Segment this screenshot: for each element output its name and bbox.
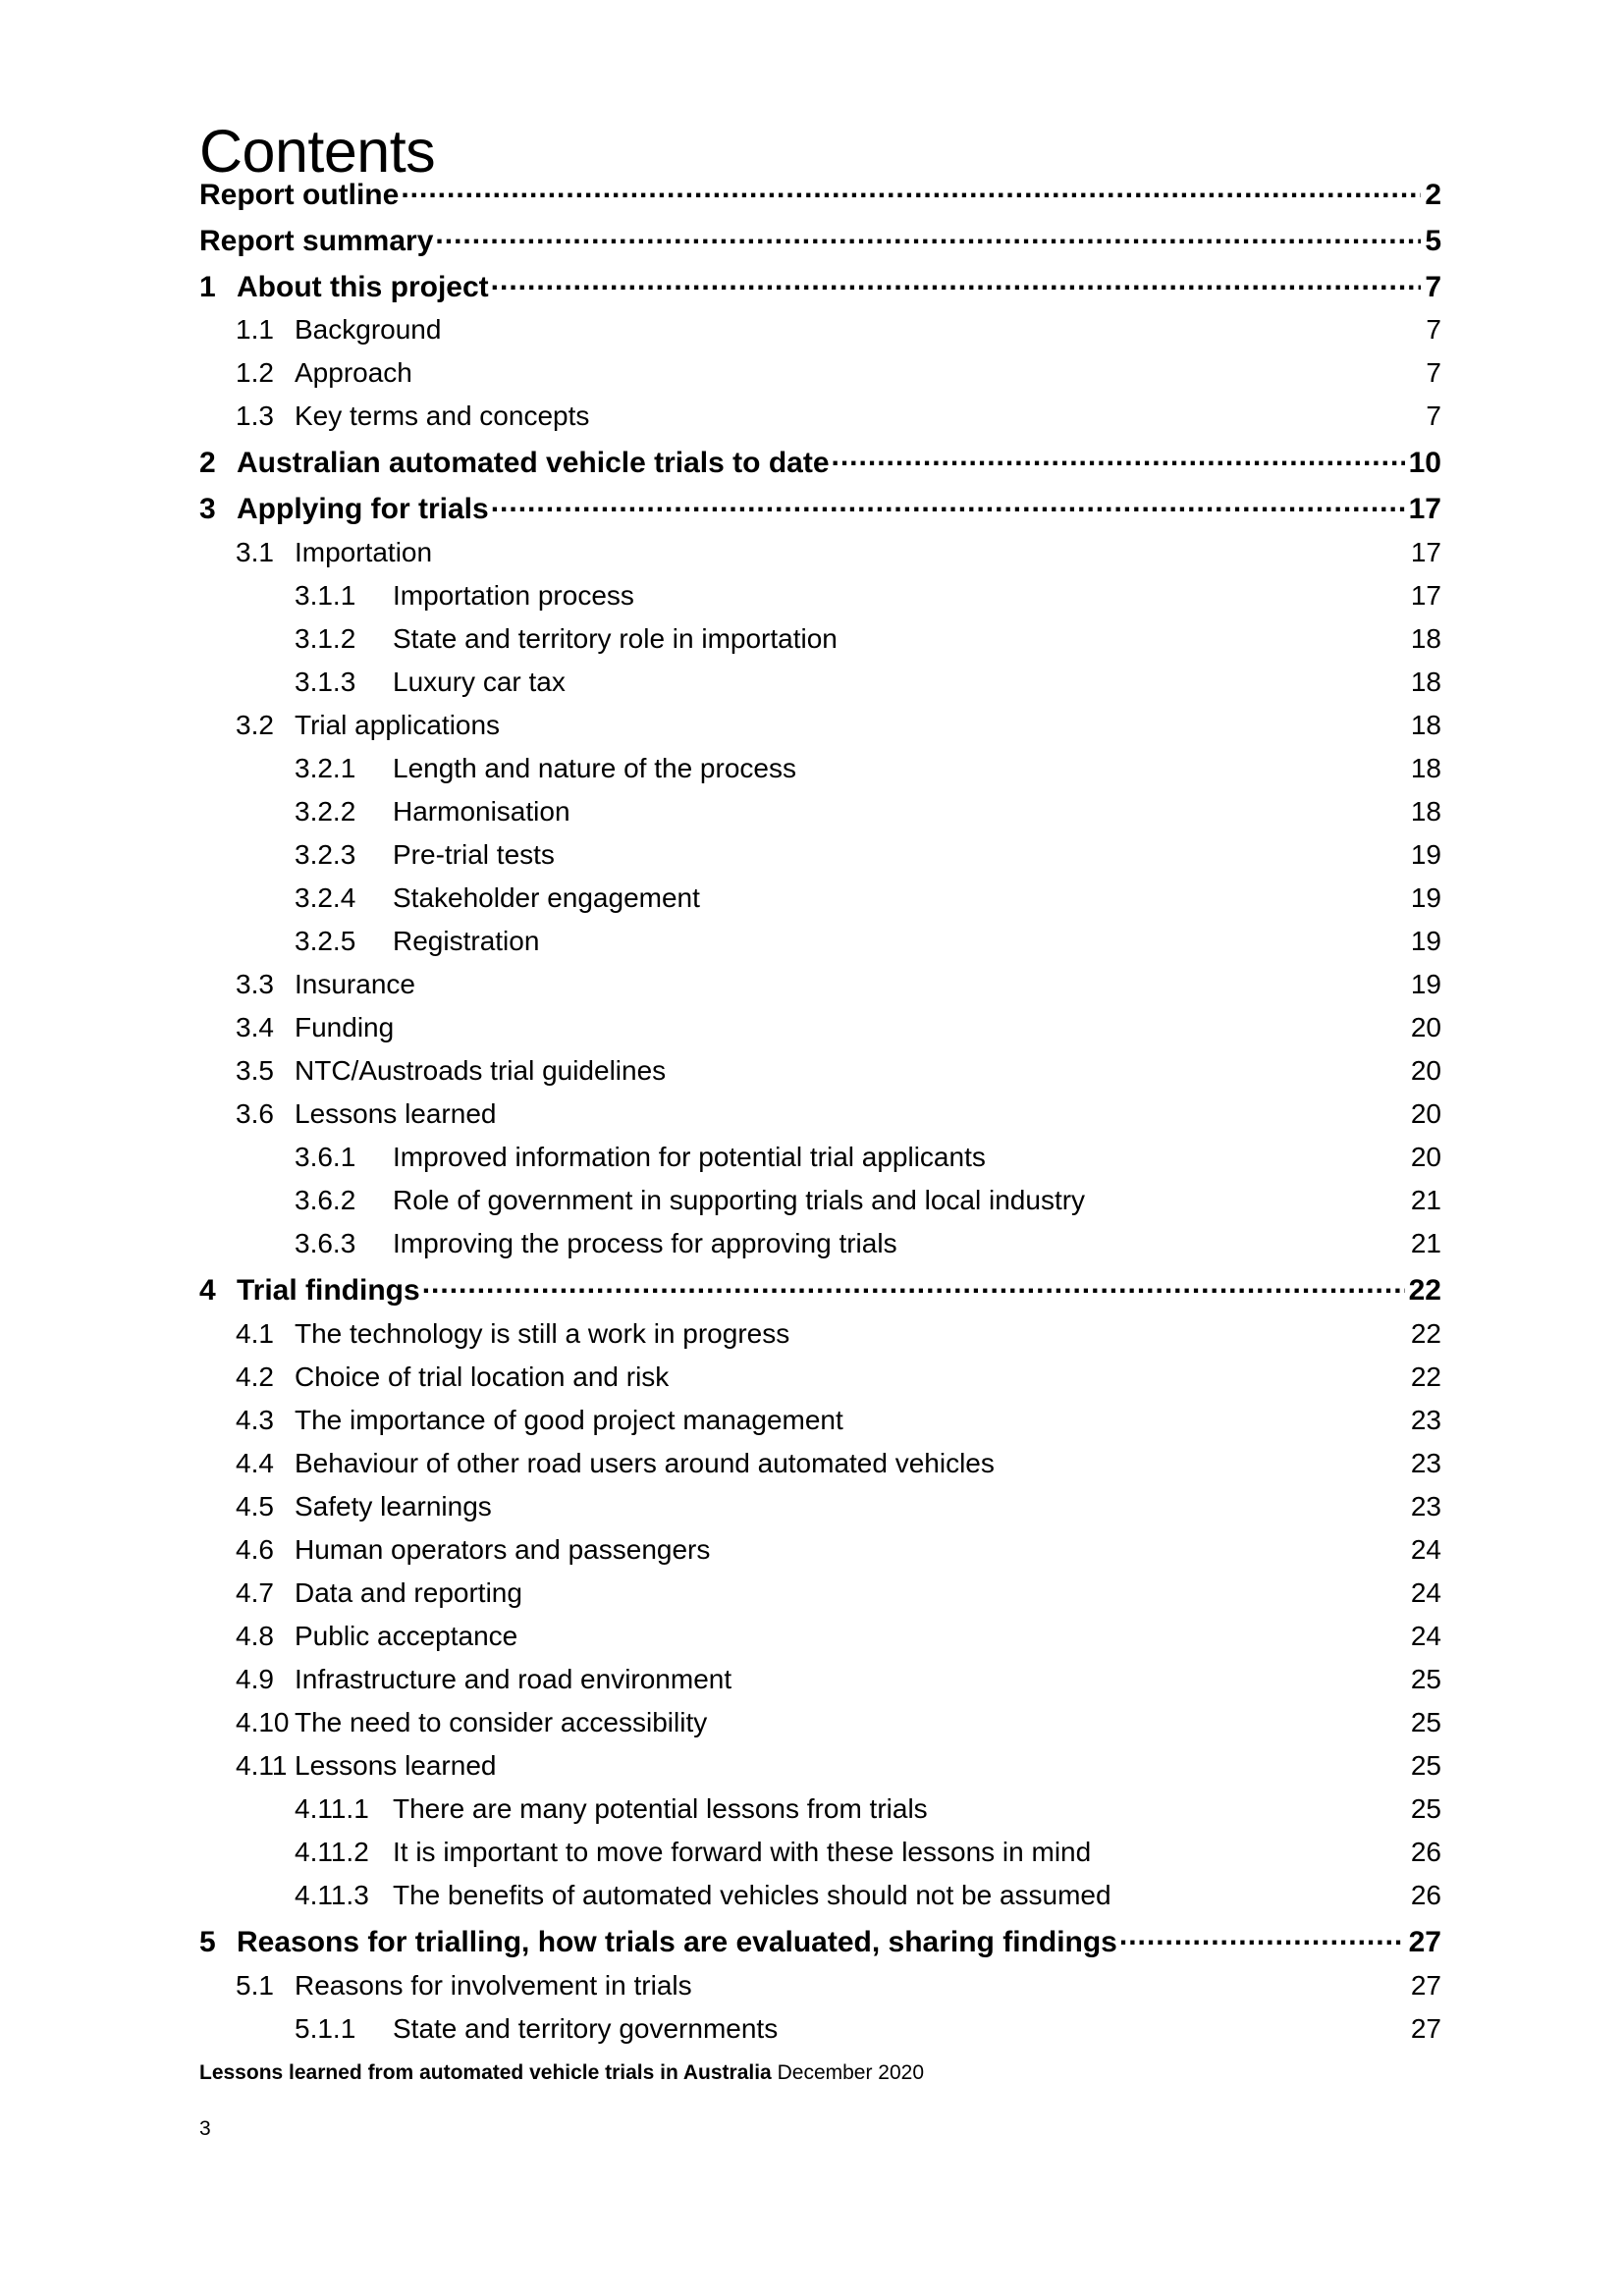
tab-leader [568,664,1407,691]
tab-leader [557,836,1407,864]
tab-leader [519,1618,1407,1645]
toc-entry-4-6-human-operators-and-passengers[interactable] [236,1530,1441,1570]
toc-entry-title: Trial findings [237,1274,420,1307]
tab-leader [694,1967,1407,1995]
toc-entry-number: 5.1 [236,1970,274,2001]
toc-entry-title: Reasons for trialling, how trials are evaluated, sharing findings [237,1926,1117,1958]
toc-entry-page-number: 25 [1410,1664,1441,1694]
toc-entry-title: Report summary [199,225,434,257]
toc-entry-number: 4.10 [236,1707,290,1737]
toc-entry-number: 3.2 [236,710,274,740]
toc-entry-page-number: 17 [1410,537,1441,567]
toc-entry-page-number: 19 [1410,839,1441,870]
tab-leader [443,311,1422,339]
toc-entry-number: 4.7 [236,1577,274,1608]
tab-leader [417,966,1407,993]
tab-leader [572,793,1407,821]
tab-leader [494,1488,1407,1516]
dot-leader [491,267,1422,296]
toc-entry-page-number: 27 [1410,1970,1441,2001]
dot-leader [401,175,1421,204]
toc-entry-title: Australian automated vehicle trials to date [237,447,830,479]
toc-entry-page-number: 26 [1410,1837,1441,1867]
toc-entry-title: Safety learnings [295,1491,492,1522]
toc-entry-page-number: 27 [1408,1926,1441,1958]
toc-entry-page-number: 23 [1410,1448,1441,1478]
toc-entry-3-6-1-improved-information-for-potential-trial-applicants[interactable] [295,1138,1441,1177]
tab-leader [524,1575,1407,1602]
toc-entry-page-number: 20 [1410,1055,1441,1086]
toc-entry-title: Choice of trial location and risk [295,1362,670,1392]
toc-entry-title: Improving the process for approving trials [393,1228,897,1258]
toc-entry-page-number: 19 [1410,969,1441,999]
tab-leader [988,1139,1407,1166]
tab-leader [791,1315,1407,1343]
toc-entry-report-outline[interactable] [199,175,1441,214]
toc-entry-4-11-lessons-learned[interactable] [236,1746,1441,1786]
toc-entry-number: 4 [199,1274,216,1307]
toc-entry-number: 3.5 [236,1055,274,1086]
toc-entry-page-number: 24 [1410,1577,1441,1608]
toc-entry-title: Funding [295,1012,395,1042]
tab-leader [997,1445,1407,1472]
toc-entry-page-number: 24 [1410,1621,1441,1651]
toc-entry-title: Improved information for potential trial applicants [393,1142,986,1172]
toc-entry-number: 4.8 [236,1621,274,1651]
toc-entry-page-number: 23 [1410,1491,1441,1522]
toc-entry-1-2-approach[interactable] [236,353,1441,393]
toc-entry-title: The benefits of automated vehicles should not be assumed [393,1880,1111,1910]
toc-entry-page-number: 22 [1410,1318,1441,1349]
toc-entry-3-3-insurance[interactable] [236,965,1441,1004]
toc-entry-3-4-funding[interactable] [236,1008,1441,1047]
toc-entry-3-2-trial-applications[interactable] [236,706,1441,745]
toc-entry-page-number: 7 [1426,400,1441,431]
tab-leader [1087,1182,1407,1209]
toc-entry-number: 4.11.3 [295,1880,369,1910]
toc-entry-title: The importance of good project management [295,1405,843,1435]
toc-entry-page-number: 20 [1410,1012,1441,1042]
toc-entry-title: Importation [295,537,433,567]
toc-entry-title: There are many potential lessons from trials [393,1793,928,1824]
toc-entry-5-1-reasons-for-involvement-in-trials[interactable] [236,1966,1441,2005]
tab-leader [1113,1877,1407,1904]
toc-entry-page-number: 20 [1410,1098,1441,1129]
toc-entry-number: 1.2 [236,357,274,388]
toc-entry-page-number: 7 [1426,357,1441,388]
toc-entry-number: 1 [199,271,216,303]
toc-entry-page-number: 20 [1410,1142,1441,1172]
tab-leader [498,1095,1406,1123]
tab-leader [930,1790,1407,1818]
tab-leader [414,354,1423,382]
toc-entry-number: 3.6.2 [295,1185,356,1215]
toc-entry-page-number: 7 [1425,271,1441,303]
toc-entry-title: Stakeholder engagement [393,882,700,913]
tab-leader [709,1704,1407,1732]
toc-entry-title: Lessons learned [295,1098,497,1129]
toc-entry-3-1-3-luxury-car-tax[interactable] [295,663,1441,702]
toc-entry-page-number: 17 [1408,493,1441,525]
tab-leader [899,1225,1407,1253]
toc-entry-3-5-ntc-austroads-trial-guidelines[interactable] [236,1051,1441,1091]
toc-entry-title: Trial applications [295,710,501,740]
toc-entry-3-applying-for-trials[interactable] [199,489,1441,528]
dot-leader [1119,1922,1405,1951]
toc-entry-number: 4.3 [236,1405,274,1435]
tab-leader [498,1747,1406,1775]
toc-entry-number: 2 [199,447,216,479]
tab-leader [541,923,1406,950]
toc-entry-title: Key terms and concepts [295,400,590,431]
toc-entry-page-number: 21 [1410,1228,1441,1258]
toc-entry-5-reasons-for-trialling-how-trials-are-evaluated-sharing-findings[interactable] [199,1922,1441,1961]
toc-entry-number: 3.1 [236,537,274,567]
toc-entry-title: Public acceptance [295,1621,518,1651]
page-number: 3 [199,2117,211,2140]
toc-entry-3-1-1-importation-process[interactable] [295,576,1441,615]
tab-leader [671,1359,1407,1386]
toc-entry-number: 3.1.1 [295,580,356,611]
toc-entry-number: 4.6 [236,1534,274,1565]
toc-entry-1-1-background[interactable] [236,310,1441,349]
toc-entry-3-2-5-registration[interactable] [295,922,1441,961]
toc-entry-page-number: 22 [1408,1274,1441,1307]
toc-entry-number: 3.2.4 [295,882,356,913]
toc-entry-number: 4.11.1 [295,1793,369,1824]
toc-entry-number: 3.2.5 [295,926,356,956]
toc-entry-title: Human operators and passengers [295,1534,711,1565]
toc-entry-title: Luxury car tax [393,667,566,697]
toc-entry-page-number: 22 [1410,1362,1441,1392]
toc-entry-3-2-3-pre-trial-tests[interactable] [295,835,1441,875]
tab-leader [1093,1834,1407,1861]
toc-entry-page-number: 2 [1425,179,1441,211]
toc-entry-5-1-1-state-and-territory-governments[interactable] [295,2009,1441,2049]
toc-entry-4-1-the-technology-is-still-a-work-in-progress[interactable] [236,1314,1441,1354]
toc-entry-number: 4.11.2 [295,1837,369,1867]
toc-entry-3-2-4-stakeholder-engagement[interactable] [295,879,1441,918]
toc-entry-title: Pre-trial tests [393,839,555,870]
toc-entry-number: 1.3 [236,400,274,431]
toc-entry-number: 3.6.1 [295,1142,356,1172]
toc-entry-3-6-2-role-of-government-in-supporting-trials-and-local-industry[interactable] [295,1181,1441,1220]
toc-entry-title: NTC/Austroads trial guidelines [295,1055,667,1086]
toc-entry-page-number: 23 [1410,1405,1441,1435]
tab-leader [845,1402,1407,1429]
toc-entry-page-number: 25 [1410,1793,1441,1824]
tab-leader [668,1052,1407,1080]
toc-entry-1-3-key-terms-and-concepts[interactable] [236,397,1441,436]
tab-leader [636,577,1407,605]
toc-entry-4-11-3-the-benefits-of-automated-vehicles-should-not-be-assumed[interactable] [295,1876,1441,1915]
toc-entry-4-2-choice-of-trial-location-and-risk[interactable] [236,1358,1441,1397]
toc-entry-number: 3.2.2 [295,796,356,827]
toc-entry-page-number: 18 [1410,796,1441,827]
toc-entry-4-8-public-acceptance[interactable] [236,1617,1441,1656]
toc-entry-page-number: 7 [1426,314,1441,345]
toc-entry-title: Registration [393,926,540,956]
tab-leader [839,620,1407,648]
toc-entry-page-number: 26 [1410,1880,1441,1910]
toc-entry-3-6-lessons-learned[interactable] [236,1095,1441,1134]
toc-entry-title: The need to consider accessibility [295,1707,708,1737]
toc-entry-title: Importation process [393,580,634,611]
toc-entry-title: Background [295,314,442,345]
toc-entry-page-number: 18 [1410,623,1441,654]
toc-entry-page-number: 19 [1410,882,1441,913]
toc-entry-page-number: 17 [1410,580,1441,611]
toc-entry-title: Data and reporting [295,1577,522,1608]
toc-entry-title: Length and nature of the process [393,753,796,783]
toc-entry-number: 4.1 [236,1318,274,1349]
toc-entry-number: 3.2.3 [295,839,356,870]
toc-entry-title: Behaviour of other road users around automated vehicles [295,1448,995,1478]
page-title: Contents [199,118,436,185]
tab-leader [502,707,1407,734]
toc-entry-number: 5.1.1 [295,2013,356,2044]
toc-entry-1-about-this-project[interactable] [199,267,1441,306]
toc-entry-title: Lessons learned [295,1750,497,1781]
toc-entry-4-5-safety-learnings[interactable] [236,1487,1441,1526]
toc-entry-4-11-2-it-is-important-to-move-forward-with-these-lessons-in-mind[interactable] [295,1833,1441,1872]
toc-entry-title: The technology is still a work in progress [295,1318,790,1349]
toc-entry-title: Harmonisation [393,796,570,827]
toc-entry-number: 3.6.3 [295,1228,356,1258]
toc-entry-page-number: 19 [1410,926,1441,956]
toc-entry-title: About this project [237,271,489,303]
toc-entry-number: 3.3 [236,969,274,999]
toc-entry-page-number: 25 [1410,1750,1441,1781]
tab-leader [798,750,1407,777]
toc-entry-4-4-behaviour-of-other-road-users-around-automated-vehicles[interactable] [236,1444,1441,1483]
toc-entry-title: Reasons for involvement in trials [295,1970,692,2001]
toc-entry-3-1-importation[interactable] [236,533,1441,572]
toc-entry-number: 3.4 [236,1012,274,1042]
toc-entry-title: State and territory role in importation [393,623,838,654]
toc-entry-title: Report outline [199,179,400,211]
toc-entry-4-7-data-and-reporting[interactable] [236,1574,1441,1613]
toc-entry-3-2-2-harmonisation[interactable] [295,792,1441,831]
footer-date: December 2020 [777,2061,925,2084]
toc-entry-4-trial-findings[interactable] [199,1270,1441,1309]
toc-entry-3-1-2-state-and-territory-role-in-importation[interactable] [295,619,1441,659]
tab-leader [702,880,1407,907]
tab-leader [780,2010,1407,2038]
toc-entry-title: It is important to move forward with these lessons in mind [393,1837,1092,1867]
toc-entry-number: 3 [199,493,216,525]
toc-entry-4-9-infrastructure-and-road-environment[interactable] [236,1660,1441,1699]
tab-leader [434,534,1407,561]
toc-entry-4-11-1-there-are-many-potential-lessons-from-trials[interactable] [295,1789,1441,1829]
footer-title-text: Lessons learned from automated vehicle trials in Australia [199,2061,772,2084]
toc-entry-title: Approach [295,357,412,388]
toc-entry-page-number: 18 [1410,710,1441,740]
toc-entry-number: 3.1.2 [295,623,356,654]
tab-leader [591,398,1422,425]
toc-entry-page-number: 25 [1410,1707,1441,1737]
dot-leader [435,221,1421,250]
toc-entry-number: 4.4 [236,1448,274,1478]
toc-entry-title: State and territory governments [393,2013,779,2044]
toc-entry-4-3-the-importance-of-good-project-management[interactable] [236,1401,1441,1440]
toc-entry-number: 3.6 [236,1098,274,1129]
toc-entry-number: 3.2.1 [295,753,356,783]
toc-entry-number: 4.2 [236,1362,274,1392]
dot-leader [832,443,1405,472]
toc-entry-page-number: 18 [1410,667,1441,697]
toc-entry-number: 4.5 [236,1491,274,1522]
toc-entry-title: Insurance [295,969,415,999]
toc-entry-page-number: 10 [1408,447,1441,479]
dot-leader [491,489,1405,518]
toc-entry-page-number: 24 [1410,1534,1441,1565]
tab-leader [712,1531,1406,1559]
footer-document-title [199,2059,924,2087]
tab-leader [733,1661,1407,1688]
toc-entry-4-10-the-need-to-consider-accessibility[interactable] [236,1703,1441,1742]
toc-entry-number: 5 [199,1926,216,1958]
toc-entry-title: Infrastructure and road environment [295,1664,732,1694]
toc-entry-3-6-3-improving-the-process-for-approving-trials[interactable] [295,1224,1441,1263]
toc-entry-title: Applying for trials [237,493,489,525]
toc-entry-3-2-1-length-and-nature-of-the-process[interactable] [295,749,1441,788]
toc-entry-page-number: 5 [1425,225,1441,257]
toc-entry-number: 1.1 [236,314,274,345]
toc-entry-title: Role of government in supporting trials and local industry [393,1185,1086,1215]
toc-entry-number: 3.1.3 [295,667,356,697]
toc-entry-number: 4.9 [236,1664,274,1694]
tab-leader [396,1009,1407,1037]
toc-entry-number: 4.11 [236,1750,288,1781]
toc-entry-2-australian-automated-vehicle-trials-to-date[interactable] [199,443,1441,482]
toc-entry-page-number: 21 [1410,1185,1441,1215]
toc-entry-page-number: 18 [1410,753,1441,783]
dot-leader [422,1270,1405,1300]
toc-entry-page-number: 27 [1410,2013,1441,2044]
toc-entry-report-summary[interactable] [199,221,1441,260]
